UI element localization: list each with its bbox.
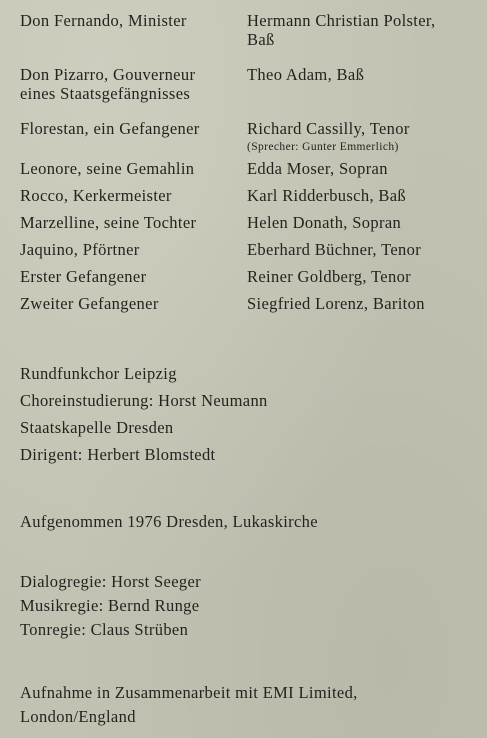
cast-row bbox=[20, 65, 472, 119]
cast-row bbox=[20, 240, 472, 267]
chorus-name: Rundfunkchor Leipzig bbox=[20, 364, 177, 383]
role-name: Jaquino, Pförtner bbox=[20, 240, 140, 259]
role-description: eines Staatsgefängnisses bbox=[20, 84, 191, 103]
recording-info bbox=[20, 512, 318, 539]
role-name: Rocco, Kerkermeister bbox=[20, 186, 172, 205]
role-name: Florestan, ein Gefangener bbox=[20, 119, 200, 138]
singer-name: Siegfried Lorenz, Bariton bbox=[247, 294, 425, 313]
recording-place-date: Aufgenommen 1976 Dresden, Lukaskirche bbox=[20, 512, 318, 531]
role-name: Marzelline, seine Tochter bbox=[20, 213, 197, 232]
cooperation-location: London/England bbox=[20, 707, 136, 726]
cast-list bbox=[20, 11, 472, 321]
dialogue-director: Dialogregie: Horst Seeger bbox=[20, 572, 202, 591]
singer-name: Helen Donath, Sopran bbox=[247, 213, 402, 232]
cast-row bbox=[20, 11, 472, 65]
cast-row bbox=[20, 159, 472, 186]
music-director: Musikregie: Bernd Runge bbox=[20, 596, 200, 615]
cooperation-note bbox=[20, 683, 358, 731]
role-name: Erster Gefangener bbox=[20, 267, 147, 286]
production-credits bbox=[20, 572, 201, 644]
role-name: Don Fernando, Minister bbox=[20, 11, 187, 30]
singer-name: Richard Cassilly, Tenor bbox=[247, 119, 410, 138]
singer-voice: Baß bbox=[247, 30, 275, 49]
singer-name: Hermann Christian Polster, bbox=[247, 11, 436, 30]
cast-row bbox=[20, 213, 472, 240]
role-name: Zweiter Gefangener bbox=[20, 294, 159, 313]
singer-name: Theo Adam, Baß bbox=[247, 65, 365, 84]
speaker-note: (Sprecher: Gunter Emmerlich) bbox=[247, 141, 399, 153]
conductor: Dirigent: Herbert Blomstedt bbox=[20, 445, 216, 464]
singer-name: Eberhard Büchner, Tenor bbox=[247, 240, 422, 259]
singer-name: Reiner Goldberg, Tenor bbox=[247, 267, 412, 286]
role-name: Don Pizarro, Gouverneur bbox=[20, 65, 196, 84]
ensemble-credits bbox=[20, 364, 268, 472]
chorus-master: Choreinstudierung: Horst Neumann bbox=[20, 391, 268, 410]
sound-engineer: Tonregie: Claus Strüben bbox=[20, 620, 189, 639]
orchestra-name: Staatskapelle Dresden bbox=[20, 418, 174, 437]
cast-row bbox=[20, 294, 472, 321]
cast-row bbox=[20, 267, 472, 294]
cooperation-line: Aufnahme in Zusammenarbeit mit EMI Limited, bbox=[20, 683, 358, 702]
cast-row bbox=[20, 186, 472, 213]
role-name: Leonore, seine Gemahlin bbox=[20, 159, 195, 178]
cast-row bbox=[20, 119, 472, 159]
singer-name: Karl Ridderbusch, Baß bbox=[247, 186, 407, 205]
singer-name: Edda Moser, Sopran bbox=[247, 159, 388, 178]
